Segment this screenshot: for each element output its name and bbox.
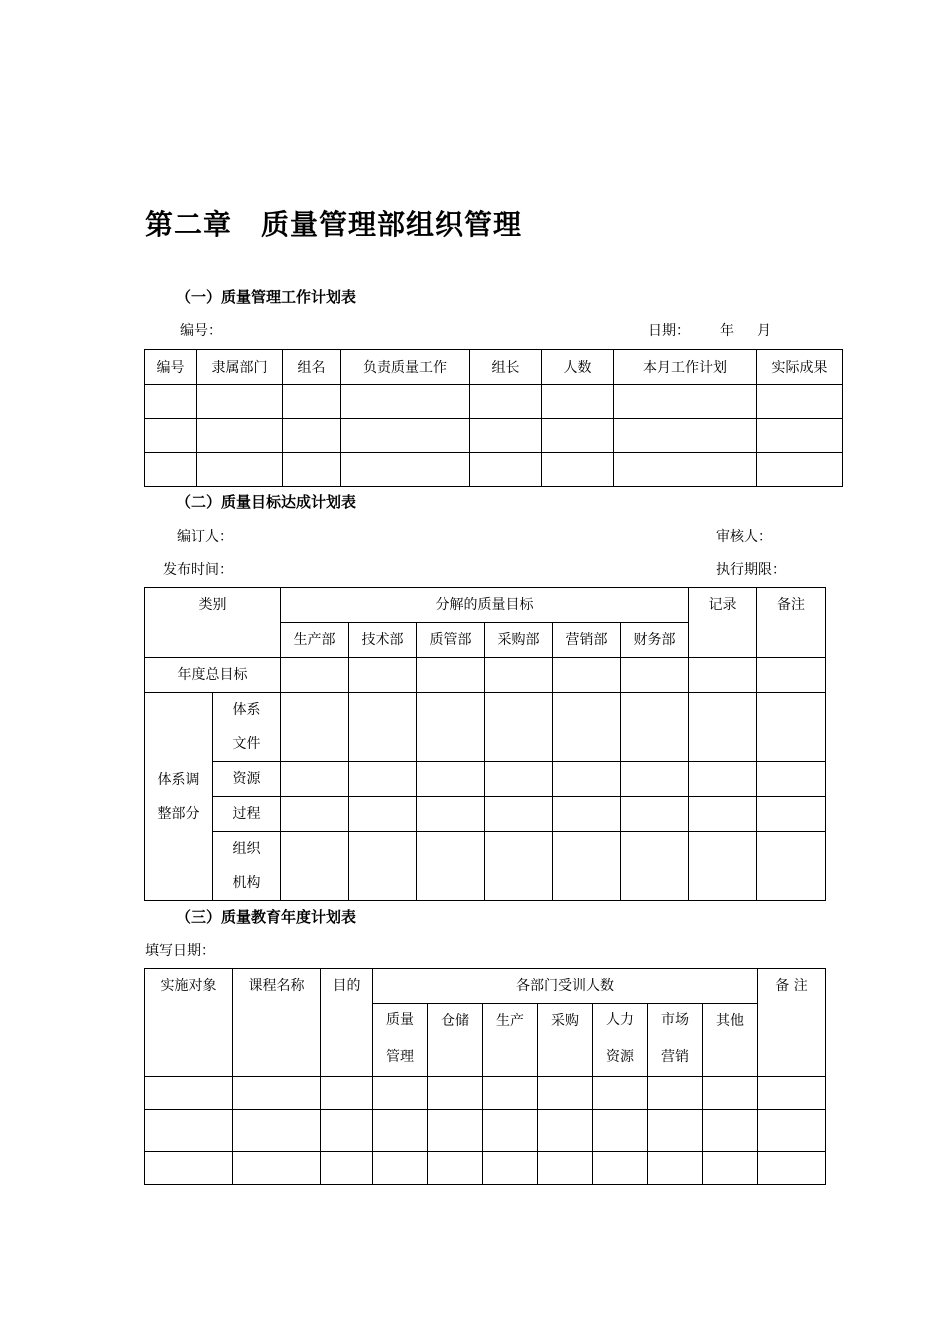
table-cell[interactable] xyxy=(281,797,349,832)
table-cell[interactable] xyxy=(281,832,349,901)
header-cell: 实际成果 xyxy=(757,350,843,385)
table-cell[interactable] xyxy=(648,1077,703,1110)
table-cell[interactable] xyxy=(145,1110,233,1152)
fill-date-label: 填写日期： xyxy=(145,943,215,959)
table-cell[interactable] xyxy=(757,693,826,762)
dept-line: 营销 xyxy=(661,1049,689,1065)
table-cell[interactable] xyxy=(321,1152,373,1185)
table-cell[interactable] xyxy=(283,419,341,453)
date-label: 日期： xyxy=(648,323,690,339)
table-cell[interactable] xyxy=(349,762,417,797)
table-cell[interactable] xyxy=(485,658,553,693)
table-cell[interactable] xyxy=(349,797,417,832)
table-cell[interactable] xyxy=(341,385,470,419)
record-header: 记录 xyxy=(689,588,757,658)
dept-header: 采购 xyxy=(538,1004,593,1077)
publish-time-label: 发布时间： xyxy=(163,562,233,578)
table-cell[interactable] xyxy=(553,832,621,901)
section2-title: （二）质量目标达成计划表 xyxy=(176,493,357,511)
dept-header xyxy=(648,1004,703,1077)
table-cell[interactable] xyxy=(593,1077,648,1110)
group-line: 体系调 xyxy=(157,771,200,788)
table-cell[interactable] xyxy=(281,693,349,762)
table-cell[interactable] xyxy=(542,385,614,419)
table-cell[interactable] xyxy=(689,762,757,797)
table-cell[interactable] xyxy=(542,453,614,487)
table-header-row xyxy=(145,350,843,385)
table-cell[interactable] xyxy=(483,1110,538,1152)
sub-category-line: 体系 xyxy=(232,702,261,718)
section3-title: （三）质量教育年度计划表 xyxy=(176,908,357,926)
remark-header: 备注 xyxy=(757,588,826,658)
table-cell[interactable] xyxy=(349,832,417,901)
sub-category-cell xyxy=(213,693,281,762)
table-cell[interactable] xyxy=(145,385,197,419)
chapter-title: 第二章 质量管理部组织管理 xyxy=(145,208,523,241)
table-cell[interactable] xyxy=(233,1110,321,1152)
table-cell[interactable] xyxy=(281,762,349,797)
table-cell[interactable] xyxy=(373,1152,428,1185)
table-cell[interactable] xyxy=(485,832,553,901)
sub-category-cell: 过程 xyxy=(213,797,281,832)
table-cell[interactable] xyxy=(485,693,553,762)
header-cell: 人数 xyxy=(542,350,614,385)
table-cell[interactable] xyxy=(373,1077,428,1110)
table-cell[interactable] xyxy=(757,658,826,693)
dept-header xyxy=(593,1004,648,1077)
table-row xyxy=(145,1152,826,1185)
table-cell[interactable] xyxy=(553,658,621,693)
dept-header: 生产部 xyxy=(281,623,349,658)
table-cell[interactable] xyxy=(758,1110,826,1152)
table-cell[interactable] xyxy=(757,419,843,453)
table-cell[interactable] xyxy=(485,762,553,797)
table-cell[interactable] xyxy=(553,797,621,832)
table-cell[interactable] xyxy=(553,693,621,762)
dept-line: 资源 xyxy=(606,1049,634,1065)
table-cell[interactable] xyxy=(145,419,197,453)
header-cell: 隶属部门 xyxy=(197,350,283,385)
header-cell: 本月工作计划 xyxy=(614,350,757,385)
header-cell: 负责质量工作 xyxy=(341,350,470,385)
table-cell[interactable] xyxy=(553,762,621,797)
table-cell[interactable] xyxy=(542,419,614,453)
table-cell[interactable] xyxy=(757,453,843,487)
table-row xyxy=(145,1077,826,1110)
table-cell[interactable] xyxy=(757,832,826,901)
table-cell[interactable] xyxy=(283,453,341,487)
table-row xyxy=(145,832,826,901)
table-cell[interactable] xyxy=(648,1110,703,1152)
dept-line: 市场 xyxy=(661,1012,689,1028)
header-cell: 编号 xyxy=(145,350,197,385)
dept-header: 其他 xyxy=(703,1004,758,1077)
table-cell[interactable] xyxy=(703,1152,758,1185)
table-cell[interactable] xyxy=(757,385,843,419)
table-cell[interactable] xyxy=(321,1110,373,1152)
table-cell[interactable] xyxy=(145,1077,233,1110)
table-row xyxy=(145,419,843,453)
table-cell[interactable] xyxy=(621,658,689,693)
table-cell[interactable] xyxy=(614,453,757,487)
table-cell[interactable] xyxy=(758,1077,826,1110)
table-cell[interactable] xyxy=(145,1152,233,1185)
purpose-header: 目的 xyxy=(321,969,373,1077)
table-cell[interactable] xyxy=(593,1110,648,1152)
table-row xyxy=(145,797,826,832)
dept-line: 管理 xyxy=(386,1049,414,1065)
annual-goal-label: 年度总目标 xyxy=(145,658,281,693)
year-label: 年 xyxy=(720,323,734,339)
number-label: 编号： xyxy=(180,323,222,339)
table-cell[interactable] xyxy=(470,385,542,419)
dept-header: 营销部 xyxy=(553,623,621,658)
category-header: 类别 xyxy=(145,588,281,658)
table-cell[interactable] xyxy=(349,658,417,693)
sub-category-cell xyxy=(213,832,281,901)
table-cell[interactable] xyxy=(417,797,485,832)
remark-header: 备 注 xyxy=(758,969,826,1077)
table-cell[interactable] xyxy=(614,385,757,419)
dept-header: 生产 xyxy=(483,1004,538,1077)
decomposed-goal-header: 分解的质量目标 xyxy=(281,588,689,623)
table-cell[interactable] xyxy=(373,1110,428,1152)
table-cell[interactable] xyxy=(321,1077,373,1110)
table-cell[interactable] xyxy=(428,1110,483,1152)
table-cell[interactable] xyxy=(689,693,757,762)
table-cell[interactable] xyxy=(281,658,349,693)
table-cell[interactable] xyxy=(417,658,485,693)
table-cell[interactable] xyxy=(233,1077,321,1110)
table-cell[interactable] xyxy=(689,832,757,901)
group-line: 整部分 xyxy=(157,805,200,822)
quality-goal-table xyxy=(144,587,826,901)
table-cell[interactable] xyxy=(538,1077,593,1110)
table-cell[interactable] xyxy=(341,453,470,487)
dept-header xyxy=(373,1004,428,1077)
sub-category-line: 组织 xyxy=(232,841,261,857)
table-row xyxy=(145,453,843,487)
sub-category-line: 机构 xyxy=(232,875,261,891)
table-cell[interactable] xyxy=(538,1152,593,1185)
reviewer-label: 审核人： xyxy=(716,529,772,545)
target-header: 实施对象 xyxy=(145,969,233,1077)
sub-category-line: 文件 xyxy=(232,736,261,752)
table-cell[interactable] xyxy=(197,453,283,487)
table-cell[interactable] xyxy=(621,762,689,797)
sub-category-cell: 资源 xyxy=(213,762,281,797)
dept-header: 仓储 xyxy=(428,1004,483,1077)
dept-line: 质量 xyxy=(386,1012,414,1028)
editor-label: 编订人： xyxy=(177,529,233,545)
table-cell[interactable] xyxy=(428,1152,483,1185)
work-plan-table xyxy=(144,349,843,487)
system-adjustment-label xyxy=(145,693,213,901)
table-cell[interactable] xyxy=(593,1152,648,1185)
table-cell[interactable] xyxy=(703,1110,758,1152)
table-cell[interactable] xyxy=(233,1152,321,1185)
table-cell[interactable] xyxy=(197,385,283,419)
header-cell: 组长 xyxy=(470,350,542,385)
table-cell[interactable] xyxy=(341,419,470,453)
table-cell[interactable] xyxy=(197,419,283,453)
table-cell[interactable] xyxy=(689,658,757,693)
execution-period-label: 执行期限： xyxy=(716,562,786,578)
dept-header: 财务部 xyxy=(621,623,689,658)
dept-header: 采购部 xyxy=(485,623,553,658)
table-cell[interactable] xyxy=(470,453,542,487)
table-cell[interactable] xyxy=(483,1077,538,1110)
month-label: 月 xyxy=(757,323,771,339)
dept-header: 技术部 xyxy=(349,623,417,658)
dept-line: 人力 xyxy=(606,1012,634,1028)
table-cell[interactable] xyxy=(757,797,826,832)
table-cell[interactable] xyxy=(145,453,197,487)
table-header-row xyxy=(145,588,826,623)
table-row xyxy=(145,762,826,797)
table-row xyxy=(145,385,843,419)
table-cell[interactable] xyxy=(349,693,417,762)
table-cell[interactable] xyxy=(614,419,757,453)
table-cell[interactable] xyxy=(417,693,485,762)
table-cell[interactable] xyxy=(689,797,757,832)
table-row xyxy=(145,658,826,693)
table-cell[interactable] xyxy=(283,385,341,419)
table-cell[interactable] xyxy=(417,762,485,797)
table-cell[interactable] xyxy=(621,693,689,762)
section1-title: （一）质量管理工作计划表 xyxy=(176,288,357,306)
trainees-header: 各部门受训人数 xyxy=(373,969,758,1004)
table-row xyxy=(145,693,826,762)
table-cell[interactable] xyxy=(538,1110,593,1152)
table-cell[interactable] xyxy=(485,797,553,832)
table-cell[interactable] xyxy=(417,832,485,901)
table-cell[interactable] xyxy=(648,1152,703,1185)
training-plan-table xyxy=(144,968,826,1185)
dept-header: 质管部 xyxy=(417,623,485,658)
table-cell[interactable] xyxy=(428,1077,483,1110)
table-cell[interactable] xyxy=(483,1152,538,1185)
table-row xyxy=(145,1110,826,1152)
table-cell[interactable] xyxy=(621,797,689,832)
header-cell: 组名 xyxy=(283,350,341,385)
table-cell[interactable] xyxy=(758,1152,826,1185)
table-header-row xyxy=(145,969,826,1004)
table-cell[interactable] xyxy=(470,419,542,453)
table-cell[interactable] xyxy=(757,762,826,797)
table-cell[interactable] xyxy=(703,1077,758,1110)
table-cell[interactable] xyxy=(621,832,689,901)
course-header: 课程名称 xyxy=(233,969,321,1077)
